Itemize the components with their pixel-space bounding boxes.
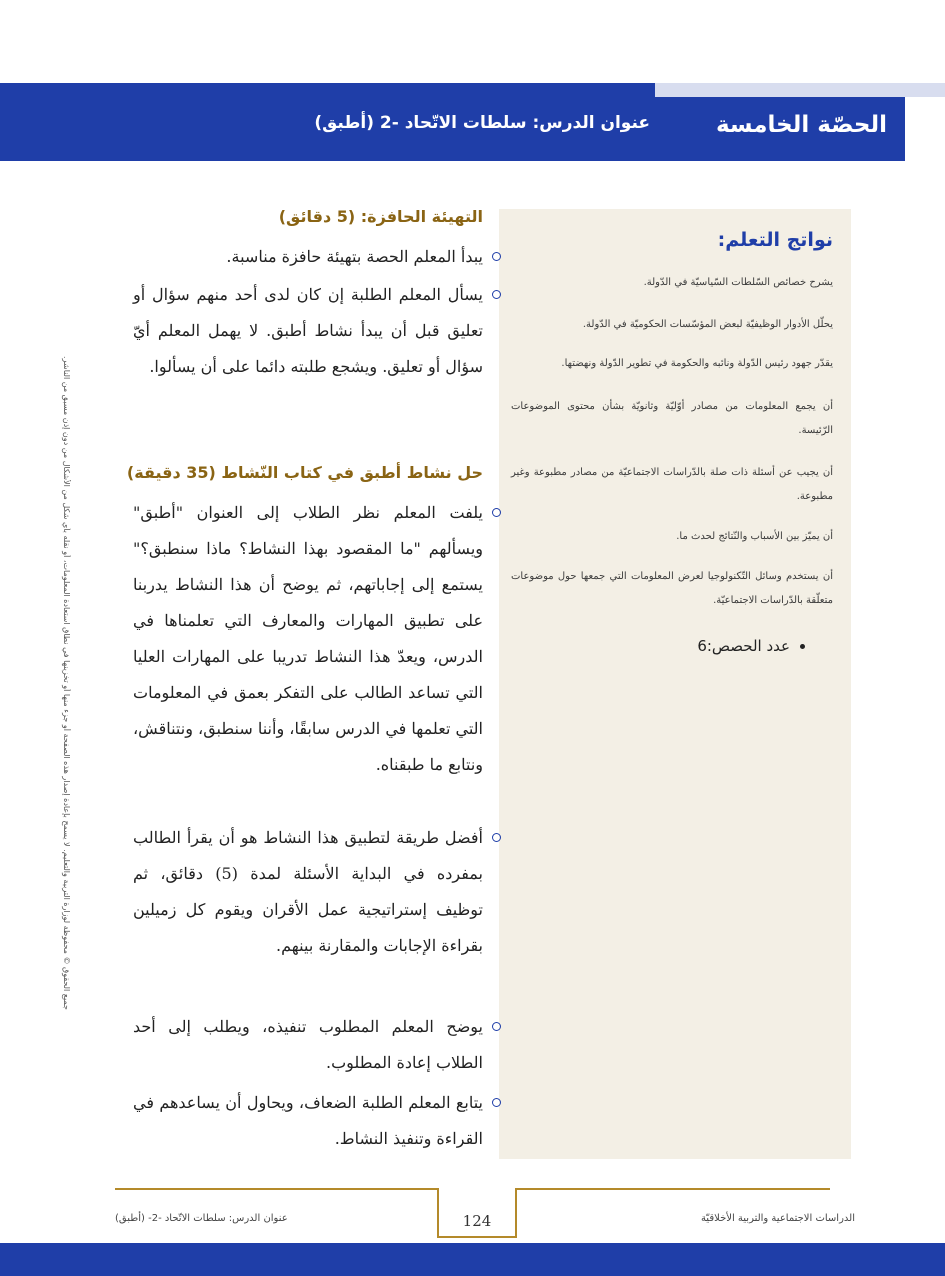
circle-bullet-icon: [492, 1022, 501, 1031]
footer-lesson-title: عنوان الدرس: سلطات الاتّحاد -2- (أطبق): [115, 1213, 288, 1224]
outcome-item: يقدّر جهود رئيس الدّولة ونائبه والحكومة في تطوير الدّولة ونهضتها.: [561, 358, 833, 369]
circle-bullet-icon: [492, 1098, 501, 1107]
circle-bullet-icon: [492, 508, 501, 517]
activity-heading: حل نشاط أطبق في كتاب النّشاط (35 دقيقة): [126, 463, 483, 482]
activity-bullet: [133, 820, 483, 964]
bullet-text: يبدأ المعلم الحصة بتهيئة حافزة مناسبة.: [226, 247, 483, 266]
outcome-item: أن يجمع المعلومات من مصادر أوّليّة وثانويّة بشأن محتوى الموضوعات الرّئيسة.: [511, 401, 833, 436]
learning-outcomes-panel: [499, 209, 851, 1159]
bullet-text: يتابع المعلم الطلبة الضعاف، ويحاول أن يساعدهم في القراءة وتنفيذ النشاط.: [133, 1093, 483, 1148]
warmup-heading: التهيئة الحافزة: (5 دقائق): [278, 207, 483, 226]
outcome-item: أن يميّز بين الأسباب والنّتائج لحدث ما.: [676, 531, 833, 542]
bullet-text: يلفت المعلم نظر الطلاب إلى العنوان "أطبق" ويسألهم "ما المقصود بهذا النشاط؟ ماذا سنطبق؟" يستمع إلى إجاباتهم، ثم يوضح أن هذا النشاط يدربنا على تطبيق المهارات والمعارف التي تعلمناها في الدرس، ويعدّ هذا النشاط تدريبا على المهارات العليا التي تساعد الطالب على التفكر بعمق في المعلومات التي تعلمها في الدرس سابقًا، وأننا سنطبق، ونتناقش، ونتابع ما طبقناه.: [133, 503, 483, 774]
circle-bullet-icon: [492, 833, 501, 842]
outcome-item: أن يستخدم وسائل التّكنولوجيا لعرض المعلومات التي جمعها حول موضوعات متعلّقة بالدّراسات الاجتماعيّة.: [511, 571, 833, 606]
header-accent: [655, 83, 945, 97]
outcome-item: يشرح خصائص السّلطات السّياسيّة في الدّولة.: [643, 277, 833, 288]
bullet-dot-icon: [800, 644, 805, 649]
circle-bullet-icon: [492, 252, 501, 261]
bullet-text: أفضل طريقة لتطبيق هذا النشاط هو أن يقرأ الطالب بمفرده في البداية الأسئلة لمدة (5) دقائق، ثم توظيف إستراتيجية عمل الأقران ويقوم كل زميلين بقراءة الإجابات والمقارنة بينهم.: [133, 828, 484, 955]
circle-bullet-icon: [492, 290, 501, 299]
activity-bullet: [133, 495, 483, 783]
copyright-note: جميع الحقوق © محفوظة لوزارة التربية والتعليم. لا يسمح بإعادة إصدار هذه الصفحة أو جزء منها أو تخزينها في نطاق استعادة المعلومات، أو نقله بأي شكل من الأشكال من دون إذن مسبق من الناشر.: [62, 356, 71, 1010]
lesson-number: الحصّة الخامسة: [715, 112, 887, 138]
warmup-bullet: [133, 239, 483, 275]
page-number: 124: [462, 1212, 492, 1230]
bullet-text: يسأل المعلم الطلبة إن كان لدى أحد منهم سؤال أو تعليق قبل أن يبدأ نشاط أطبق. لا يهمل المعلم أيّ سؤال أو تعليق. ويشجع طلبته دائما على أن يسألوا.: [133, 285, 483, 376]
outcome-item: أن يجيب عن أسئلة ذات صلة بالدّراسات الاجتماعيّة من مصادر مطبوعة وغير مطبوعة.: [511, 467, 833, 502]
bottom-band: [0, 1243, 945, 1276]
bullet-text: يوضح المعلم المطلوب تنفيذه، ويطلب إلى أحد الطلاب إعادة المطلوب.: [133, 1017, 483, 1072]
periods-count: [697, 637, 805, 655]
periods-label: عدد الحصص:6: [697, 637, 790, 655]
lesson-title: عنوان الدرس: سلطات الاتّحاد -2 (أطبق): [314, 113, 650, 133]
outcomes-title: نواتج التعلم:: [717, 229, 833, 251]
warmup-bullet: [133, 277, 483, 385]
activity-bullet: [133, 1085, 483, 1157]
outcome-item: يحلّل الأدوار الوظيفيّة لبعض المؤسّسات الحكوميّة في الدّولة.: [582, 319, 833, 330]
activity-bullet: [133, 1009, 483, 1081]
footer-subject: الدراسات الاجتماعية والتربية الأخلاقيّة: [700, 1213, 855, 1224]
